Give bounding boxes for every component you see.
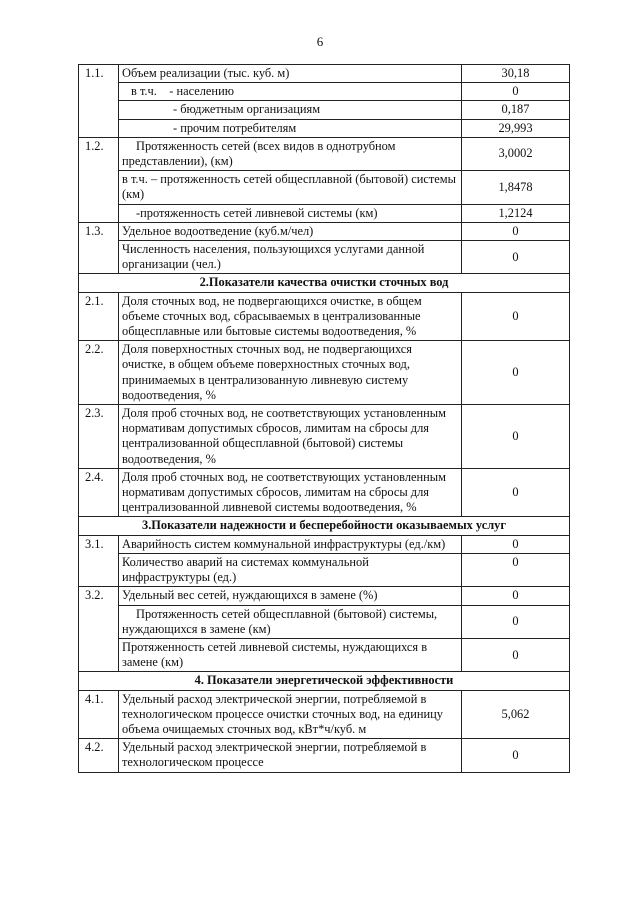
- table-row: [79, 137, 570, 170]
- section-title: 3.Показатели надежности и бесперебойности оказываемых услуг: [79, 517, 570, 535]
- indicator-label: Протяженность сетей (всех видов в однотрубном представлении), (км): [119, 137, 462, 170]
- section-title: 4. Показатели энергетической эффективности: [79, 672, 570, 690]
- indicator-label: Доля сточных вод, не подвергающихся очистке, в общем объеме сточных вод, сбрасываемых в централизованные общесплавные или бытовые системы водоотведения, %: [119, 292, 462, 341]
- section-header-row: [79, 274, 570, 292]
- indicator-value: 0: [462, 405, 570, 469]
- indicator-label: -протяженность сетей ливневой системы (км): [119, 204, 462, 222]
- indicator-label: Удельное водоотведение (куб.м/чел): [119, 222, 462, 240]
- indicators-table: [78, 64, 570, 773]
- indicator-label: в т.ч. – протяженность сетей общесплавной (бытовой) системы (км): [119, 171, 462, 204]
- indicator-value: 0: [462, 292, 570, 341]
- indicator-value: 29,993: [462, 119, 570, 137]
- indicator-value: 0: [462, 341, 570, 405]
- table-row: [79, 171, 570, 204]
- row-number: 2.1.: [79, 292, 119, 341]
- section-header-row: [79, 672, 570, 690]
- indicator-value: 0: [462, 553, 570, 586]
- indicator-label: Численность населения, пользующихся услугами данной организации (чел.): [119, 241, 462, 274]
- table-row: [79, 83, 570, 101]
- table-row: [79, 241, 570, 274]
- indicator-value: 1,8478: [462, 171, 570, 204]
- indicator-value: 5,062: [462, 690, 570, 739]
- indicator-label: Доля проб сточных вод, не соответствующих установленным нормативам допустимых сбросов, лимитам на сбросы для централизованной ливневой системы водоотведения, %: [119, 468, 462, 517]
- indicator-label: Протяженность сетей ливневой системы, нуждающихся в замене (км): [119, 638, 462, 671]
- row-number: 2.2.: [79, 341, 119, 405]
- table-row: [79, 341, 570, 405]
- row-number: 4.2.: [79, 739, 119, 772]
- table-row: [79, 638, 570, 671]
- indicator-label: - прочим потребителям: [119, 119, 462, 137]
- indicator-label: Количество аварий на системах коммунальной инфраструктуры (ед.): [119, 553, 462, 586]
- indicator-value: 0: [462, 638, 570, 671]
- table-row: [79, 587, 570, 605]
- table-row: [79, 739, 570, 772]
- indicator-value: 0: [462, 468, 570, 517]
- row-number: 4.1.: [79, 690, 119, 739]
- indicator-value: 0: [462, 222, 570, 240]
- indicator-value: 3,0002: [462, 137, 570, 170]
- table-row: [79, 605, 570, 638]
- table-row: [79, 292, 570, 341]
- indicator-label: Протяженность сетей общесплавной (бытовой) системы, нуждающихся в замене (км): [119, 605, 462, 638]
- table-row: [79, 101, 570, 119]
- page-number: 6: [316, 34, 324, 49]
- row-number: 2.4.: [79, 468, 119, 517]
- table-row: [79, 690, 570, 739]
- row-number: 3.2.: [79, 587, 119, 672]
- indicator-label: Объем реализации (тыс. куб. м): [119, 65, 462, 83]
- indicator-label: Удельный вес сетей, нуждающихся в замене (%): [119, 587, 462, 605]
- row-number: 2.3.: [79, 405, 119, 469]
- indicator-label: Удельный расход электрической энергии, потребляемой в технологическом процессе очистки сточных вод, на единицу объема очищаемых сточных вод, кВт*ч/куб. м: [119, 690, 462, 739]
- indicator-value: 30,18: [462, 65, 570, 83]
- table-row: [79, 468, 570, 517]
- row-number: 1.3.: [79, 222, 119, 274]
- table-row: [79, 119, 570, 137]
- table-row: [79, 222, 570, 240]
- indicator-value: 1,2124: [462, 204, 570, 222]
- indicator-value: 0: [462, 241, 570, 274]
- table-row: [79, 553, 570, 586]
- indicator-label: - бюджетным организациям: [119, 101, 462, 119]
- indicator-label: Доля проб сточных вод, не соответствующих установленным нормативам допустимых сбросов, лимитам на сбросы для централизованной общесплавной (бытовой) системы водоотведения, %: [119, 405, 462, 469]
- table-row: [79, 65, 570, 83]
- indicator-value: 0: [462, 605, 570, 638]
- indicator-label: Удельный расход электрической энергии, потребляемой в технологическом процессе: [119, 739, 462, 772]
- indicator-value: 0: [462, 739, 570, 772]
- table-row: [79, 204, 570, 222]
- section-title: 2.Показатели качества очистки сточных вод: [79, 274, 570, 292]
- table-row: [79, 405, 570, 469]
- table-row: [79, 535, 570, 553]
- row-number: 1.1.: [79, 65, 119, 138]
- indicator-label: в т.ч. - населению: [119, 83, 462, 101]
- section-header-row: [79, 517, 570, 535]
- indicator-value: 0: [462, 587, 570, 605]
- indicator-value: 0,187: [462, 101, 570, 119]
- indicator-value: 0: [462, 83, 570, 101]
- indicator-label: Доля поверхностных сточных вод, не подвергающихся очистке, в общем объеме поверхностных сточных вод, принимаемых в централизованную ливневую систему водоотведения, %: [119, 341, 462, 405]
- row-number: 3.1.: [79, 535, 119, 587]
- row-number: 1.2.: [79, 137, 119, 222]
- indicator-label: Аварийность систем коммунальной инфраструктуры (ед./км): [119, 535, 462, 553]
- indicator-value: 0: [462, 535, 570, 553]
